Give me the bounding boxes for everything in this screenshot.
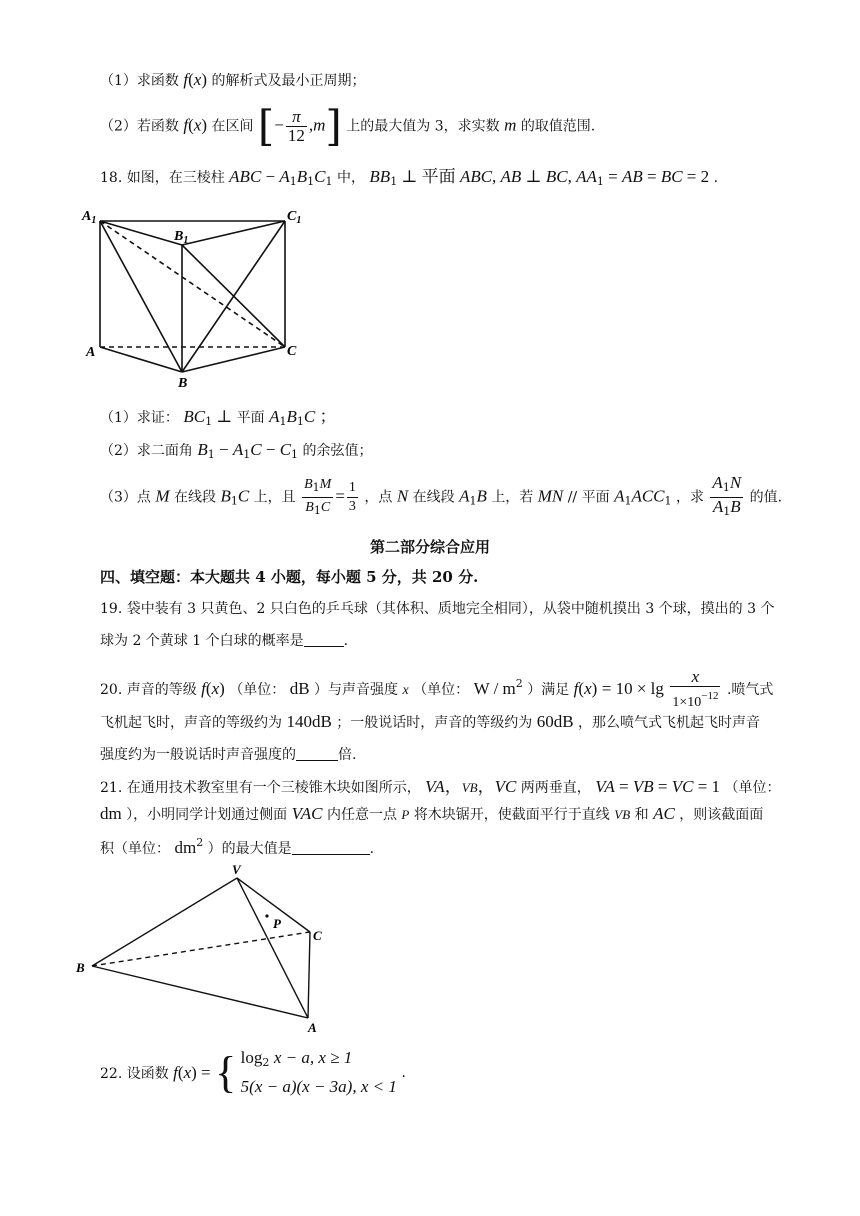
- q19-line2: [100, 630, 348, 650]
- q18-p3-i: 的值.: [749, 489, 783, 506]
- interval-fraction: $\frac{\pi}{12}$: [287, 107, 305, 145]
- q21-line2-c: 将木块锯开，使截面平行于直线: [413, 807, 610, 823]
- q17-p2-post: 上的最大值为 3，求实数: [346, 118, 500, 135]
- edge-a1-b1: [100, 221, 182, 245]
- q19-answer-blank[interactable]: [304, 632, 344, 647]
- q18-stem-pre: 18. 如图，在三棱柱: [100, 170, 225, 186]
- q20-answer-blank[interactable]: [296, 746, 338, 761]
- edge-b-c-dashed: [92, 932, 310, 966]
- q20-c: ）与声音强度: [314, 682, 398, 698]
- q21-line3: 积（单位： $dm^2$ ）的最大值是 .: [100, 836, 375, 857]
- piecewise-brace: {: [215, 1048, 237, 1097]
- tetrahedron-figure: [70, 858, 340, 1038]
- label-b1: $B_1$: [174, 229, 189, 246]
- q21-line3-b: ）的最大值是: [207, 841, 292, 857]
- section-four-heading: 四、填空题：本大题共 4 小题，每小题 5 分，共 20 分.: [100, 568, 479, 586]
- q18-p3-g: // 平面: [567, 489, 610, 506]
- q20-b: （单位：: [229, 682, 286, 698]
- q22-end: .: [401, 1065, 406, 1081]
- q21-line3-end: .: [369, 841, 375, 857]
- edge-a1-c-dashed: [100, 221, 285, 347]
- q18-p1-end: 平面: [236, 410, 265, 426]
- q20-line3-end: 倍.: [338, 747, 357, 763]
- label-a: A: [308, 1020, 317, 1035]
- case-2: 5(x − a)(x − 3a), x < 1: [240, 1077, 397, 1096]
- q17-part2: （2）若函数 f(x) 在区间 [− $\frac{\pi}{12}$ ,m] 上的最大值为 3，求实数 m 的取值范围.: [100, 101, 596, 151]
- q21-a: 21. 在通用技术教室里有一个三棱锥木块如图所示，: [100, 780, 421, 796]
- q22-line: 22. 设函数 f(x) = { $\log_2 x - a$, x ≥ 1 5(x − a)(x − 3a), x < 1 .: [100, 1046, 406, 1100]
- q18-stem: 18. 如图，在三棱柱 ABC − $A_1B_1C_1$ 中， $BB_1$ ⊥ 平面 ABC, AB ⊥ BC, $AA_1$ = AB = BC = 2 .: [100, 167, 719, 188]
- q18-p3-c: 上，且: [253, 489, 296, 506]
- edge-a1-b: [100, 221, 182, 372]
- q20-f: .喷气式: [726, 682, 774, 698]
- label-a1: $A_1$: [82, 209, 97, 226]
- val-140db: 140dB: [286, 712, 332, 731]
- q20-exp: −12: [701, 690, 719, 702]
- q21-line2-d: 和: [634, 807, 649, 823]
- point-p: [265, 914, 268, 917]
- q20-fraction: $\frac{x}{1\times 10^{-12}}$: [672, 667, 719, 710]
- label-c: C: [287, 344, 297, 359]
- q18-p3-b: 在线段: [174, 489, 216, 506]
- q19-line2-end: .: [343, 633, 349, 649]
- prism-figure: [80, 200, 320, 390]
- q21-b: 两两垂直，: [520, 780, 591, 796]
- part2-title: 第二部分综合应用: [369, 538, 490, 556]
- q18-part1: （1）求证： $BC_1$ ⊥ 平面 $A_1B_1C$ ；: [100, 407, 337, 428]
- q20-line2-c: ，那么喷气式飞机起飞时声音: [578, 715, 760, 731]
- q20-line2-a: 飞机起飞时，声音的等级约为: [100, 715, 282, 731]
- q18-part3: （3）点 M 在线段 $B_1C$ 上，且 $\frac{B_1M}{B_1C}$ = $\frac{1}{3}$ ，点 N 在线段 $A_1B$ 上，若 MN // 平面 $A_1ACC_1$ ，求 $\frac{A_1N}{A_1B}$ 的值.: [100, 474, 782, 521]
- q18-p2-end: 的余弦值；: [302, 443, 373, 459]
- piecewise-cases: [241, 1046, 397, 1100]
- q21-line2-b: 内任意一点: [326, 807, 397, 823]
- q20-d: （单位：: [413, 682, 470, 698]
- q20-den: 1×10: [672, 695, 702, 710]
- frac-den: 3: [348, 499, 356, 514]
- q18-p3-e: 在线段: [412, 489, 455, 506]
- q18-p3-f: 上，若: [491, 489, 534, 506]
- ratio-a1n-a1b: $\frac{A_1N}{A_1B}$: [712, 473, 742, 518]
- unit-db: dB: [289, 679, 310, 698]
- fx-expr: f: [183, 70, 189, 89]
- val-60db: 60dB: [536, 712, 574, 731]
- q17-p2-end: 的取值范围.: [520, 118, 596, 135]
- edge-b-a: [92, 966, 308, 1018]
- q18-p3-h: ，求: [675, 489, 704, 506]
- q20-line3-text: 强度约为一般说话时声音强度的: [100, 747, 296, 763]
- q20-e: ）满足: [527, 682, 570, 698]
- q17-part1: （1）求函数 f(x) 的解析式及最小正周期；: [100, 70, 366, 89]
- q20-line2-b: ；一般说话时，声音的等级约为: [336, 715, 533, 731]
- q18-p2: （2）求二面角: [100, 443, 193, 459]
- q21-line2-e: ，则该截面面: [679, 807, 764, 823]
- q19-line2-text: 球为 2 个黄球 1 个白球的概率是: [100, 633, 304, 649]
- frac-num: 1: [347, 479, 358, 498]
- q17-p2-mid: 在区间: [211, 118, 254, 135]
- label-b: B: [178, 376, 188, 390]
- q20-line1: 20. 声音的等级 f(x) （单位： dB ）与声音强度 x （单位： W / $m^2$ ）满足 f(x) = 10 × lg $\frac{x}{1\times 10^{-12}}$ .喷气式: [100, 667, 774, 710]
- q21-line3-a: 积（单位：: [100, 841, 170, 857]
- edge-v-a: [237, 878, 308, 1018]
- q20-eq: = 10 × lg: [601, 679, 664, 698]
- q21-line2-a: ），小明同学计划通过侧面: [126, 807, 288, 823]
- ratio-one-third: [347, 479, 358, 516]
- q18-p3-a: （3）点: [100, 489, 151, 506]
- label-b: B: [76, 960, 85, 975]
- edge-v-b: [92, 878, 237, 966]
- interval-right-bracket: ]: [325, 101, 342, 151]
- ratio-b1m-b1c: $\frac{B_1M}{B_1C}$: [304, 477, 332, 517]
- q21-line2: dm ），小明同学计划通过侧面 VAC 内任意一点 P 将木块锯开，使截面平行于直线 VB 和 AC ，则该截面面: [100, 804, 764, 823]
- case-1: $\log_2 x - a$, x ≥ 1: [240, 1048, 353, 1069]
- q17-p1-pre: （1）求函数: [100, 73, 179, 89]
- q22-a: 22. 设函数: [100, 1066, 169, 1082]
- q18-p1: （1）求证：: [100, 410, 179, 426]
- q18-p3-d: ，点: [364, 489, 393, 506]
- q18-stem-mid: 中，: [336, 170, 365, 186]
- q18-stem-end: .: [713, 170, 719, 186]
- var-m: m: [504, 115, 517, 135]
- unit-w-per-m: W / m: [473, 679, 516, 698]
- label-p: P: [273, 916, 281, 931]
- q21-c: （单位：: [724, 780, 781, 796]
- label-a: A: [86, 345, 96, 360]
- edge-b1-c1: [182, 221, 285, 245]
- interval-left-bracket: [: [257, 101, 275, 151]
- q19-line1: 19. 袋中装有 3 只黄色、2 只白色的乒乓球（其体积、质地完全相同），从袋中随机摸出 3 个球，摸出的 3 个: [100, 601, 775, 617]
- label-c: C: [313, 928, 322, 943]
- q20-line3: [100, 744, 356, 764]
- q21-answer-blank[interactable]: [292, 840, 370, 855]
- edge-b-c1: [182, 221, 285, 372]
- label-c1: $C_1$: [287, 209, 302, 226]
- label-v: V: [232, 862, 241, 877]
- q17-p1-post: 的解析式及最小正周期；: [211, 73, 366, 89]
- q20-line2: [100, 712, 760, 732]
- q21-line1: 21. 在通用技术教室里有一个三棱锥木块如图所示， VA，VB，VC 两两垂直， VA = VB = VC = 1 （单位：: [100, 777, 781, 796]
- q17-p2-pre: （2）若函数: [100, 118, 179, 135]
- q20-a: 20. 声音的等级: [100, 682, 197, 698]
- q18-part2: （2）求二面角 $B_1 - A_1C - C_1$ 的余弦值；: [100, 440, 373, 461]
- edge-c-a: [308, 932, 310, 1018]
